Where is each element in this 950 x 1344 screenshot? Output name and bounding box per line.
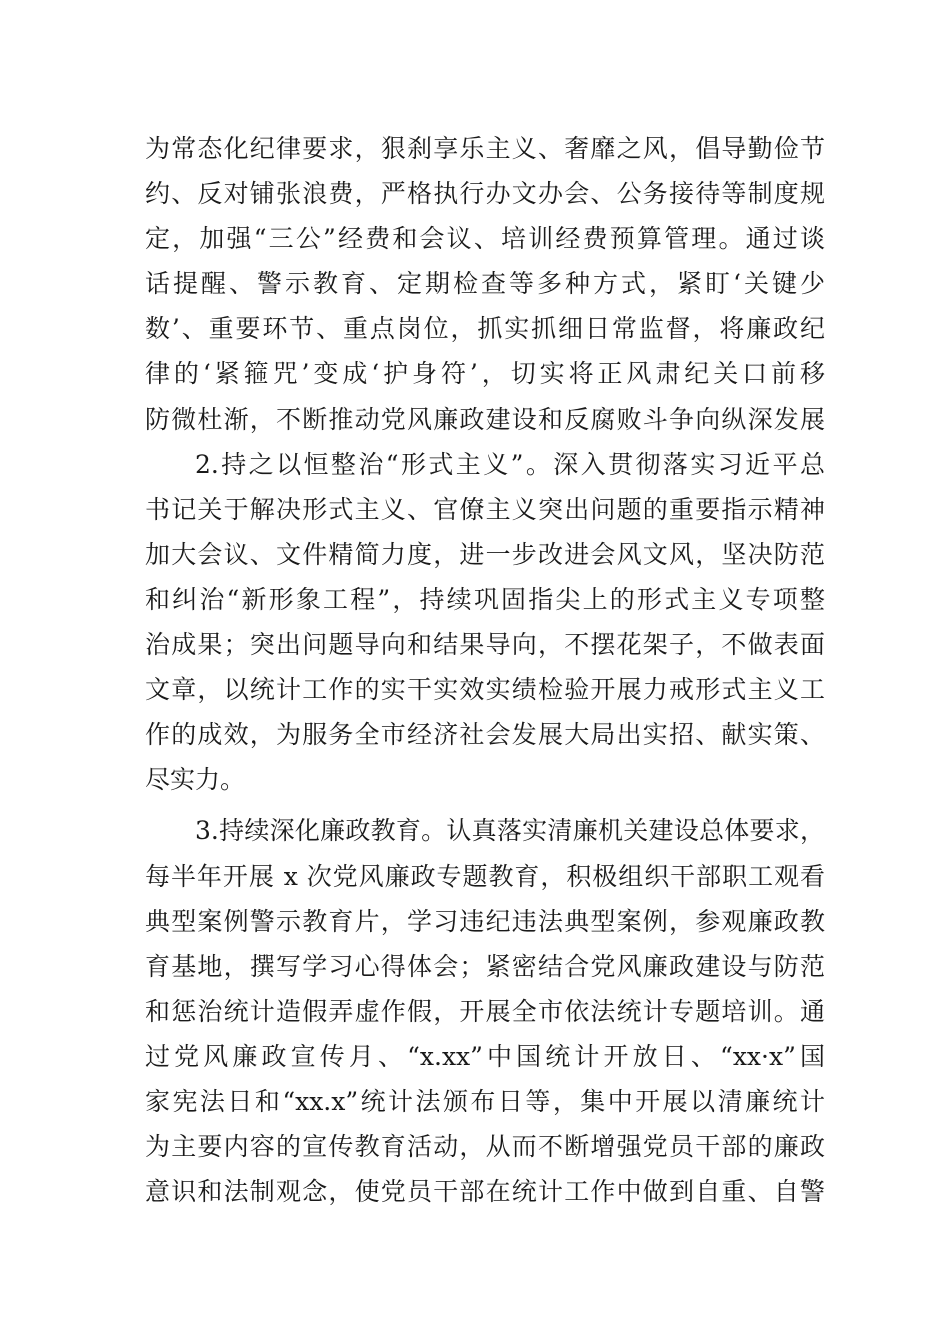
text-line: 每半年开展 x 次党风廉政专题教育，积极组织干部职工观看 <box>145 861 825 891</box>
text-line: 尽实力。 <box>145 765 246 795</box>
text-line: 文章，以统计工作的实干实效实绩检验开展力戒形式主义工 <box>145 675 825 705</box>
text-line: 过党风廉政宣传月、“x.xx”中国统计开放日、“xx·x”国 <box>145 1041 825 1071</box>
paragraph-education <box>145 808 825 1214</box>
paragraph-formalism <box>145 442 825 803</box>
text-line: 书记关于解决形式主义、官僚主义突出问题的重要指示精神 <box>145 494 825 524</box>
paragraph-discipline <box>145 126 825 442</box>
text-line: 定，加强“三公”经费和会议、培训经费预算管理。通过谈 <box>145 224 825 254</box>
text-line: 和纠治“新形象工程”，持续巩固指尖上的形式主义专项整 <box>145 584 825 614</box>
text-line: 家宪法日和“xx.x”统计法颁布日等，集中开展以清廉统计 <box>145 1086 825 1116</box>
text-line: 为常态化纪律要求，狠刹享乐主义、奢靡之风，倡导勤俭节 <box>145 134 825 163</box>
text-line: 律的‘紧箍咒’变成‘护身符’，切实将正风肃纪关口前移 <box>145 359 825 389</box>
text-line: 为主要内容的宣传教育活动，从而不断增强党员干部的廉政 <box>145 1132 825 1162</box>
text-line: 和惩治统计造假弄虚作假，开展全市依法统计专题培训。通 <box>145 996 825 1026</box>
text-line: 育基地，撰写学习心得体会；紧密结合党风廉政建设与防范 <box>145 951 825 981</box>
text-line: 意识和法制观念，使党员干部在统计工作中做到自重、自警 <box>145 1177 825 1207</box>
text-line: 3.持续深化廉政教育。认真落实清廉机关建设总体要求， <box>195 816 825 846</box>
text-line: 2.持之以恒整治“形式主义”。深入贯彻落实习近平总 <box>195 449 825 479</box>
text-line: 约、反对铺张浪费，严格执行办文办会、公务接待等制度规 <box>145 179 825 209</box>
text-line: 数’、重要环节、重点岗位，抓实抓细日常监督，将廉政纪 <box>145 314 825 344</box>
document-body <box>145 126 825 1214</box>
text-line: 加大会议、文件精简力度，进一步改进会风文风，坚决防范 <box>145 539 825 569</box>
text-line: 话提醒、警示教育、定期检查等多种方式，紧盯‘关键少 <box>145 269 825 299</box>
text-line: 防微杜渐，不断推动党风廉政建设和反腐败斗争向纵深发展 <box>145 404 825 434</box>
text-line: 治成果；突出问题导向和结果导向，不摆花架子，不做表面 <box>145 630 825 660</box>
text-line: 作的成效，为服务全市经济社会发展大局出实招、献实策、 <box>145 720 825 750</box>
text-line: 典型案例警示教育片，学习违纪违法典型案例，参观廉政教 <box>145 906 825 936</box>
